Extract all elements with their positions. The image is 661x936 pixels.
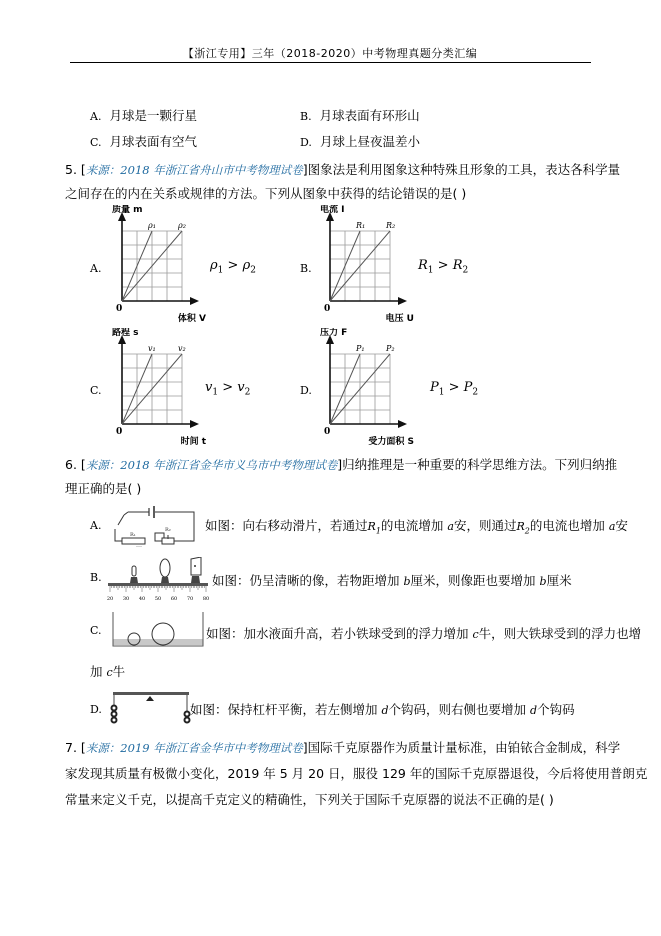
q5-option-letter[interactable]: C.	[90, 384, 102, 397]
q6-stem-line1	[65, 455, 617, 473]
conclusion-part: >	[444, 380, 464, 395]
source-close: ]	[337, 457, 343, 472]
subscript: 1	[375, 526, 381, 536]
ruler-tick-label: 50	[154, 596, 162, 602]
question-number: 6.	[65, 457, 77, 472]
optical-bench-diagram	[106, 557, 210, 603]
x-arrow-icon	[190, 420, 199, 428]
page-header: 【浙江专用】三年（2018-2020）中考物理真题分类汇编	[182, 47, 478, 60]
q5-conclusion	[430, 380, 478, 398]
q7-stem-line3: 常量来定义千克，以提高千克定义的精确性，下列关于国际千克原器的说法不正确的是( )	[65, 792, 554, 807]
variable: d	[381, 704, 389, 717]
variable: b	[539, 575, 547, 588]
option-letter: B.	[300, 110, 312, 123]
option-text: 厘米	[546, 573, 572, 588]
option-text: 如图：保持杠杆平衡，若左侧增加	[190, 702, 382, 717]
option-letter: D.	[300, 136, 312, 149]
y-axis-label: 质量 m	[112, 205, 143, 215]
q7-stem-line2: 家发现其质量有极微小变化，2019 年 5 月 20 日，服役 129 年的国际千克原器退役，今后将使用普朗克	[65, 766, 648, 781]
option-text: 厘米，则像距也要增加	[410, 573, 540, 588]
option-text: 牛	[112, 664, 126, 679]
option-letter: A.	[90, 110, 102, 123]
header-divider	[70, 62, 591, 63]
source-open: [	[80, 740, 86, 755]
conclusion-part: 2	[472, 387, 479, 398]
q6-option-a-text[interactable]	[205, 516, 628, 536]
x-arrow-icon	[398, 420, 407, 428]
subscript: 2	[524, 526, 530, 536]
left-hook-weights	[112, 706, 117, 723]
option-text: 月球表面有环形山	[319, 108, 420, 123]
conclusion-part: ρ	[242, 258, 251, 273]
switch-icon	[118, 515, 124, 525]
conclusion-part: P	[463, 380, 473, 395]
q5-stem-line2: 之间存在的内在关系或规律的方法。下列从图象中获得的结论错误的是( )	[65, 186, 467, 201]
q5-graph-b	[318, 205, 428, 327]
y-axis-label: 路程 s	[112, 328, 139, 338]
q4-option-d[interactable]	[300, 132, 420, 150]
q6-option-b-text[interactable]	[212, 571, 572, 589]
option-text: 个钩码	[537, 702, 575, 717]
conclusion-part: v	[205, 380, 213, 395]
q6-option-a-letter[interactable]: A.	[90, 519, 102, 532]
q4-option-a[interactable]	[90, 106, 197, 124]
candle-icon	[132, 566, 136, 576]
question-number: 5.	[65, 162, 77, 177]
lens-icon	[160, 559, 170, 577]
q6-stem-line2: 理正确的是( )	[65, 481, 142, 496]
q6-option-d-text[interactable]	[190, 700, 575, 718]
ruler-tick-label: 40	[138, 596, 146, 602]
fulcrum-icon	[146, 696, 154, 701]
variable: a	[608, 520, 616, 533]
lever-bar	[113, 692, 189, 695]
q6-option-d-letter[interactable]: D.	[90, 703, 102, 716]
q5-conclusion	[205, 380, 250, 398]
conclusion-part: 1	[427, 265, 434, 276]
question-text: 国际千克原器作为质量计量标准，由铂铱合金制成，科学	[307, 740, 621, 755]
q5-option-letter[interactable]: A.	[90, 262, 102, 275]
option-text: 的电流也增加	[529, 518, 609, 533]
option-letter: C.	[90, 136, 102, 149]
conclusion-part: P	[430, 380, 439, 395]
x-arrow-icon	[190, 297, 199, 305]
q5-graph-a	[110, 205, 220, 327]
source-open: [	[80, 457, 86, 472]
option-text: 月球是一颗行星	[109, 108, 197, 123]
conclusion-part: 1	[217, 265, 224, 276]
origin-label: 0	[324, 304, 331, 314]
conclusion-part: >	[223, 258, 243, 273]
ruler-tick-label: 20	[106, 596, 114, 602]
option-text: 加	[90, 664, 107, 679]
water-container-diagram	[112, 612, 204, 648]
conclusion-part: 2	[462, 265, 469, 276]
option-text: 安，则通过	[453, 518, 517, 533]
conclusion-part: R	[452, 258, 463, 273]
resistor-r1	[122, 538, 145, 544]
question-number: 7.	[65, 740, 77, 755]
q5-option-letter[interactable]: B.	[300, 262, 312, 275]
origin-label: 0	[116, 427, 123, 437]
source-close: ]	[302, 162, 308, 177]
option-text: 的电流增加	[380, 518, 448, 533]
x-axis-label: 体积 V	[177, 314, 206, 324]
r1-label: R₁	[130, 532, 136, 538]
q4-option-b[interactable]	[300, 106, 420, 124]
option-text: 牛，则大铁球受到的浮力也增	[478, 626, 642, 641]
variable: R	[516, 520, 525, 533]
variable: a	[447, 520, 454, 533]
conclusion-part: >	[218, 380, 238, 395]
question-text: 归纳推理是一种重要的科学思维方法。下列归纳推	[342, 457, 618, 472]
q7-stem-line1	[65, 738, 620, 756]
ruler-tick-label: 80	[202, 596, 210, 602]
source-open: [	[80, 162, 86, 177]
q6-option-c-text[interactable]	[206, 624, 641, 642]
q5-conclusion	[210, 258, 256, 276]
series-label: P₂	[386, 344, 395, 353]
variable: c	[106, 666, 113, 679]
q6-option-b-letter[interactable]: B.	[90, 571, 102, 584]
x-axis-label: 时间 t	[180, 437, 206, 447]
r2-label: R₂	[165, 527, 171, 533]
conclusion-part: 2	[250, 265, 256, 276]
x-axis-label: 电压 U	[385, 314, 414, 324]
y-axis-label: 电流 I	[320, 205, 345, 215]
option-text: 月球表面有空气	[109, 134, 198, 149]
origin-label: 0	[116, 304, 123, 314]
y-axis-label: 压力 F	[320, 328, 348, 338]
ruler-tick-label: 30	[122, 596, 130, 602]
series-label: ρ₂	[178, 221, 186, 230]
source-close: ]	[302, 740, 308, 755]
ruler-tick-label: 70	[186, 596, 194, 602]
variable: b	[403, 575, 411, 588]
q5-option-letter[interactable]: D.	[300, 384, 312, 397]
question-source: 来源：2018 年浙江省金华市义乌市中考物理试卷	[85, 458, 338, 472]
conclusion-part: R	[418, 258, 428, 273]
series-label: R₂	[386, 221, 396, 230]
conclusion-part: 1	[438, 387, 445, 398]
series-label: ρ₁	[148, 221, 156, 230]
x-arrow-icon	[398, 297, 407, 305]
q5-graph-d	[318, 328, 428, 450]
q5-stem-line1	[65, 160, 620, 178]
right-hook-weights	[185, 712, 190, 723]
lever-diagram	[110, 692, 192, 724]
question-source: 来源：2019 年浙江省金华市中考物理试卷	[85, 741, 303, 755]
variable: R	[367, 520, 376, 533]
question-text: 图象法是利用图象这种特殊且形象的工具，表达各科学量	[307, 162, 621, 177]
origin-label: 0	[324, 427, 331, 437]
variable: c	[472, 628, 479, 641]
conclusion-part: 1	[212, 387, 219, 398]
option-text: 个钩码，则右侧也要增加	[388, 702, 531, 717]
ruler-tick-label: 60	[170, 596, 178, 602]
question-source: 来源：2018 年浙江省舟山市中考物理试卷	[85, 163, 303, 177]
conclusion-part: 2	[244, 387, 251, 398]
conclusion-part: >	[433, 258, 453, 273]
q5-conclusion	[418, 258, 468, 276]
option-text: 如图：仍呈清晰的像，若物距增加	[212, 573, 404, 588]
option-text: 如图：向右移动滑片，若通过	[205, 518, 368, 533]
q5-graph-c	[110, 328, 220, 450]
q4-option-c[interactable]	[90, 132, 197, 150]
series-label: P₁	[356, 344, 365, 353]
variable: d	[530, 704, 538, 717]
circuit-diagram	[112, 505, 204, 547]
option-text: 安	[615, 518, 628, 533]
conclusion-part: v	[237, 380, 245, 395]
series-label: v₂	[178, 344, 186, 353]
option-text: 月球上昼夜温差小	[319, 134, 420, 149]
x-axis-label: 受力面积 S	[368, 437, 414, 447]
q6-option-c-letter[interactable]: C.	[90, 624, 102, 637]
series-label: R₁	[356, 221, 366, 230]
option-text: 如图：加水液面升高，若小铁球受到的浮力增加	[206, 626, 473, 641]
q6-option-c-text-cont	[90, 662, 125, 680]
conclusion-part: ρ	[210, 258, 218, 273]
series-label: v₁	[148, 344, 156, 353]
